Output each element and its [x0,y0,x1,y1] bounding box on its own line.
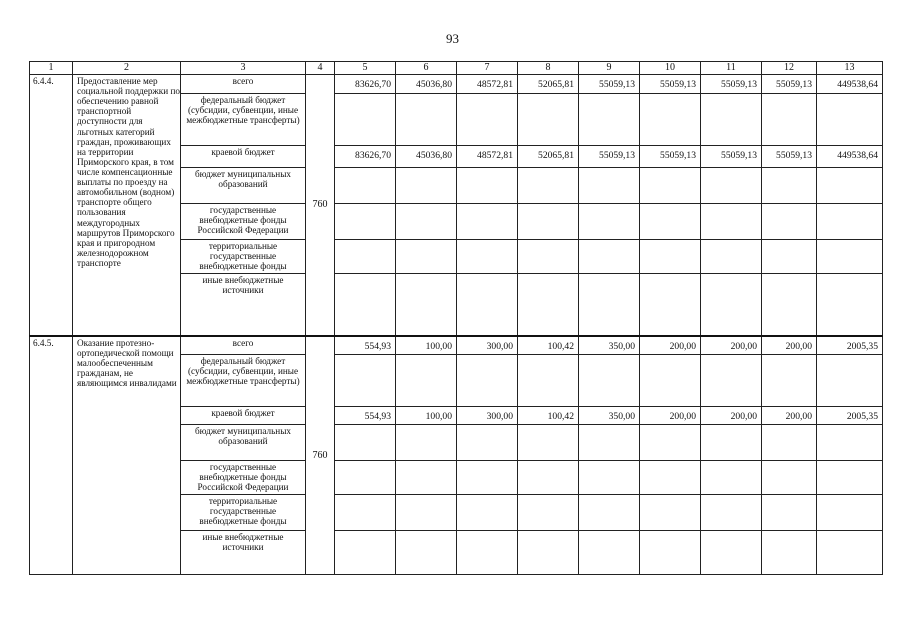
funding-source-label: государственные внебюджетные фонды Российской Федерации [181,461,306,495]
value-cell [335,168,396,204]
header-cell: 11 [701,62,762,75]
value-cell: 45036,80 [396,75,457,94]
header-cell: 5 [335,62,396,75]
grbs-code: 760 [306,336,335,575]
value-cell: 52065,81 [518,75,579,94]
value-cell [335,240,396,274]
value-cell [817,495,883,531]
value-cell: 200,00 [640,407,701,425]
value-cell: 48572,81 [457,146,518,168]
table-row [30,75,883,94]
value-cell [396,495,457,531]
value-cell: 55059,13 [701,146,762,168]
value-cell: 300,00 [457,407,518,425]
value-cell: 45036,80 [396,146,457,168]
value-cell [579,531,640,575]
funding-source-label: бюджет муниципальных образований [181,425,306,461]
value-cell: 100,00 [396,407,457,425]
value-cell: 100,42 [518,407,579,425]
funding-source-label: краевой бюджет [181,407,306,425]
value-cell [518,240,579,274]
value-cell [762,240,817,274]
value-cell: 200,00 [701,407,762,425]
value-cell [762,204,817,240]
value-cell: 55059,13 [701,75,762,94]
row-name: Оказание протезно-ортопедической помощи малообеспеченным гражданам, не являющимся инвалидами [73,336,181,575]
funding-source-label: краевой бюджет [181,146,306,168]
value-cell [396,168,457,204]
value-cell: 55059,13 [762,146,817,168]
value-cell: 83626,70 [335,146,396,168]
value-cell [457,168,518,204]
value-cell [579,425,640,461]
value-cell [518,425,579,461]
value-cell: 52065,81 [518,146,579,168]
value-cell [396,274,457,336]
header-cell: 6 [396,62,457,75]
header-cell: 10 [640,62,701,75]
value-cell: 100,42 [518,336,579,355]
value-cell [457,531,518,575]
value-cell: 55059,13 [762,75,817,94]
value-cell: 83626,70 [335,75,396,94]
row-name: Предоставление мер социальной поддержки по обеспечению равной транспортной доступности для льготных категорий граждан, проживающих на территории Приморского края, в том числе компенсационные выплаты по проезду на автомобильном (водном) транспорте общего пользования междугородных маршрутов Приморского края и пригородном железнодорожном транспорте [73,75,181,336]
value-cell [579,204,640,240]
value-cell [817,204,883,240]
value-cell [518,168,579,204]
value-cell [396,425,457,461]
funding-source-label: федеральный бюджет (субсидии, субвенции, иные межбюджетные трансферты) [181,94,306,146]
value-cell [396,355,457,407]
value-cell: 2005,35 [817,336,883,355]
value-cell [518,355,579,407]
value-cell [518,274,579,336]
funding-source-label: всего [181,336,306,355]
value-cell [579,495,640,531]
value-cell: 55059,13 [640,146,701,168]
value-cell [817,240,883,274]
header-cell: 4 [306,62,335,75]
value-cell [701,204,762,240]
value-cell [457,461,518,495]
value-cell [640,495,701,531]
value-cell [817,94,883,146]
value-cell: 55059,13 [579,146,640,168]
value-cell: 55059,13 [640,75,701,94]
value-cell [762,531,817,575]
value-cell: 554,93 [335,407,396,425]
value-cell [762,94,817,146]
value-cell [817,425,883,461]
value-cell: 449538,64 [817,75,883,94]
value-cell [762,461,817,495]
value-cell: 350,00 [579,336,640,355]
value-cell [457,204,518,240]
value-cell [817,461,883,495]
value-cell [335,355,396,407]
value-cell [335,495,396,531]
value-cell: 48572,81 [457,75,518,94]
value-cell [335,204,396,240]
value-cell [640,274,701,336]
budget-table [29,61,883,575]
value-cell [762,425,817,461]
value-cell [579,274,640,336]
value-cell [518,94,579,146]
row-code: 6.4.4. [30,75,73,336]
value-cell [396,531,457,575]
value-cell [335,425,396,461]
value-cell [640,355,701,407]
value-cell [817,355,883,407]
value-cell [518,204,579,240]
value-cell [396,461,457,495]
value-cell [701,274,762,336]
row-code: 6.4.5. [30,336,73,575]
funding-source-label: территориальные государственные внебюджетные фонды [181,495,306,531]
value-cell [335,94,396,146]
funding-source-label: федеральный бюджет (субсидии, субвенции, иные межбюджетные трансферты) [181,355,306,407]
value-cell: 449538,64 [817,146,883,168]
header-cell: 2 [73,62,181,75]
value-cell [701,168,762,204]
value-cell: 200,00 [762,407,817,425]
value-cell [762,495,817,531]
funding-source-label: иные внебюджетные источники [181,531,306,575]
grbs-code: 760 [306,75,335,336]
value-cell [396,204,457,240]
value-cell [457,495,518,531]
header-cell: 1 [30,62,73,75]
value-cell [640,531,701,575]
funding-source-label: государственные внебюджетные фонды Российской Федерации [181,204,306,240]
value-cell [457,355,518,407]
table-row [30,336,883,355]
value-cell [457,240,518,274]
value-cell [817,274,883,336]
value-cell [335,531,396,575]
page-number: 93 [446,31,459,46]
value-cell [396,240,457,274]
value-cell [518,461,579,495]
value-cell: 350,00 [579,407,640,425]
table-body [30,75,883,575]
value-cell: 2005,35 [817,407,883,425]
value-cell [701,495,762,531]
header-cell: 13 [817,62,883,75]
funding-source-label: бюджет муниципальных образований [181,168,306,204]
value-cell [701,94,762,146]
value-cell [640,240,701,274]
value-cell [579,94,640,146]
value-cell [579,168,640,204]
value-cell [701,425,762,461]
header-cell: 12 [762,62,817,75]
value-cell [518,495,579,531]
value-cell [762,168,817,204]
value-cell [701,531,762,575]
value-cell: 100,00 [396,336,457,355]
value-cell [817,168,883,204]
value-cell [701,240,762,274]
value-cell: 55059,13 [579,75,640,94]
value-cell: 200,00 [701,336,762,355]
header-cell: 3 [181,62,306,75]
value-cell [640,94,701,146]
value-cell [457,94,518,146]
value-cell: 200,00 [640,336,701,355]
value-cell [817,531,883,575]
value-cell [457,425,518,461]
value-cell [518,531,579,575]
header-cell: 9 [579,62,640,75]
value-cell [701,355,762,407]
value-cell [762,274,817,336]
value-cell [640,204,701,240]
value-cell [335,461,396,495]
value-cell [640,168,701,204]
header-cell: 7 [457,62,518,75]
value-cell [396,94,457,146]
funding-source-label: иные внебюджетные источники [181,274,306,336]
value-cell [579,461,640,495]
funding-source-label: территориальные государственные внебюджетные фонды [181,240,306,274]
value-cell [701,461,762,495]
funding-source-label: всего [181,75,306,94]
value-cell [335,274,396,336]
value-cell [640,425,701,461]
value-cell [579,240,640,274]
header-row [30,62,883,75]
value-cell: 200,00 [762,336,817,355]
header-cell: 8 [518,62,579,75]
value-cell: 554,93 [335,336,396,355]
value-cell [640,461,701,495]
value-cell: 300,00 [457,336,518,355]
value-cell [579,355,640,407]
value-cell [457,274,518,336]
value-cell [762,355,817,407]
